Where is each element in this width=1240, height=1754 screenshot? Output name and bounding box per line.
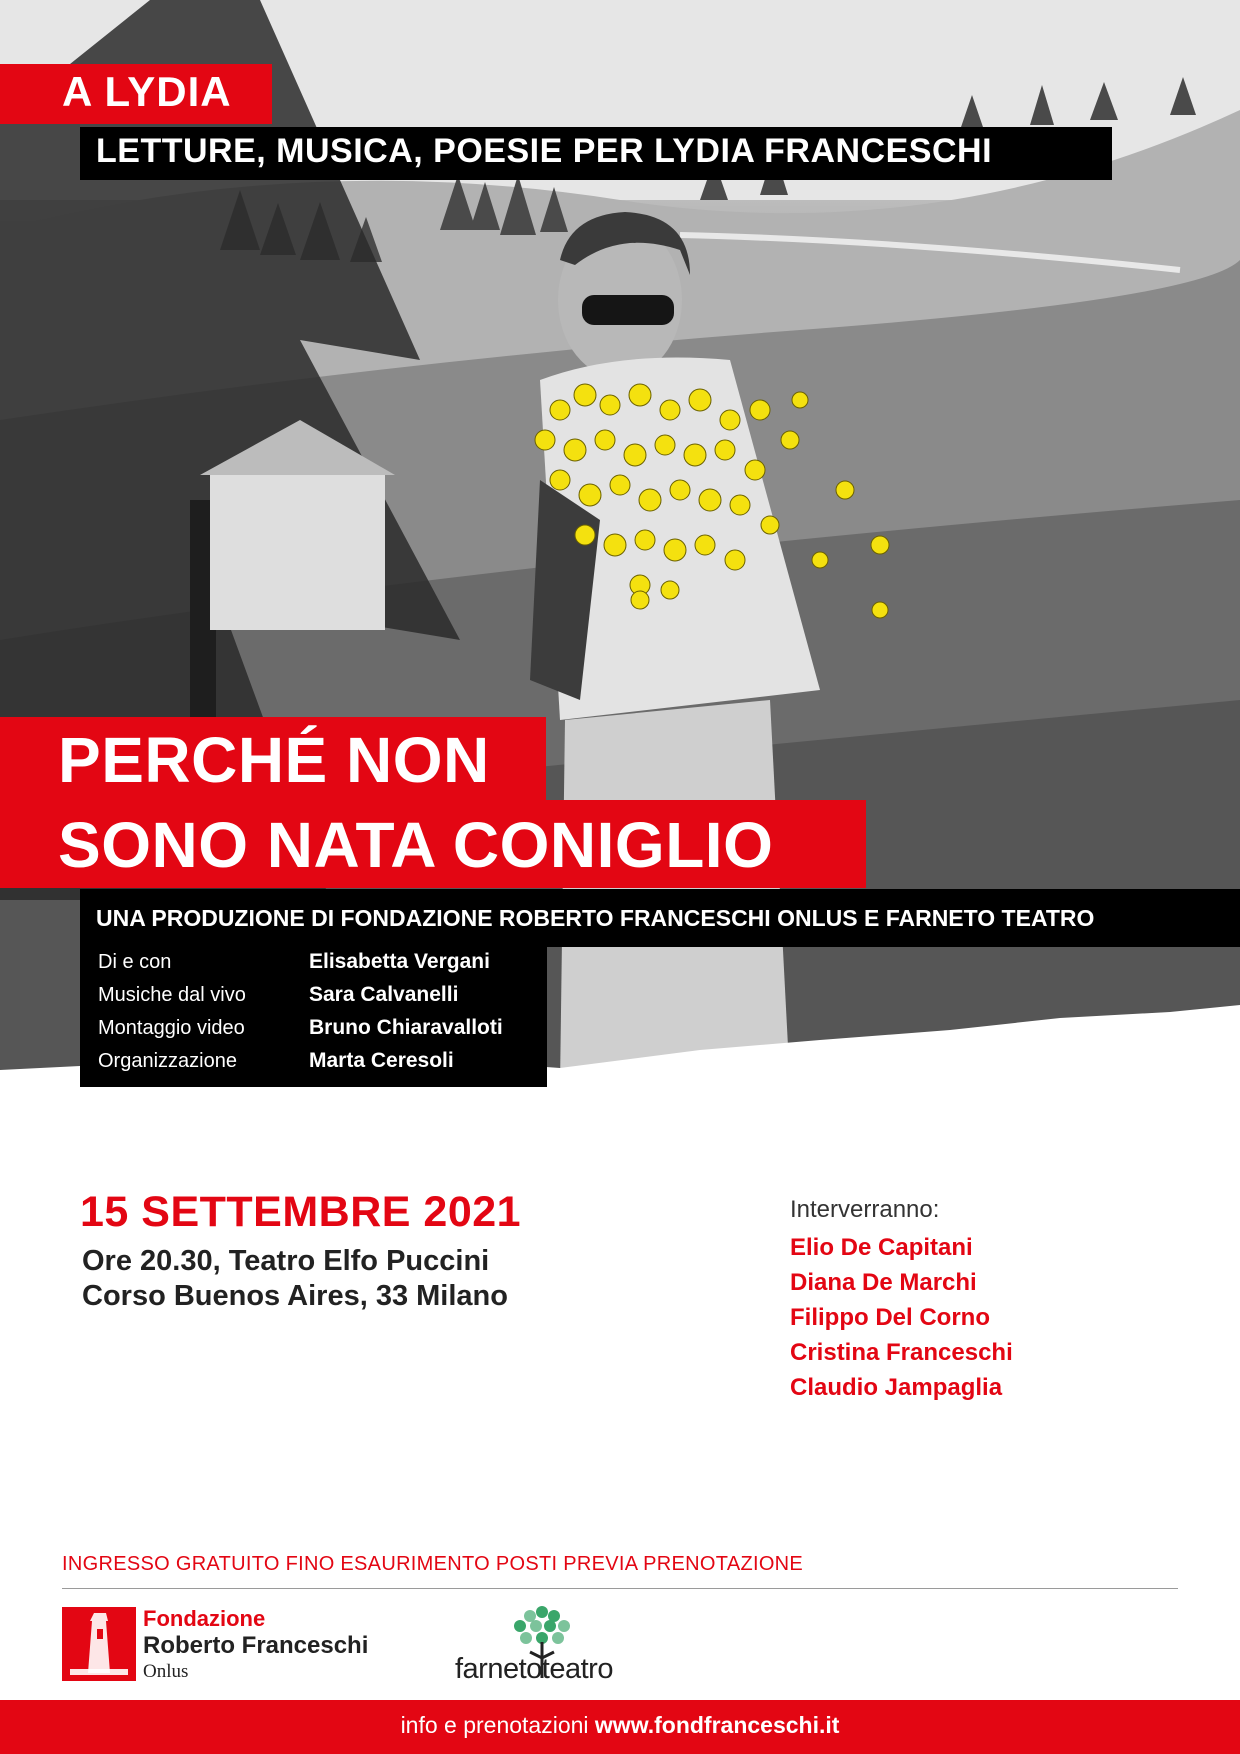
tower-logo-icon xyxy=(62,1607,136,1681)
footer-prefix: info e prenotazioni xyxy=(400,1712,589,1738)
credit-role: Montaggio video xyxy=(98,1017,245,1039)
fondazione-logo-line3: Onlus xyxy=(143,1661,189,1682)
credit-name: Sara Calvanelli xyxy=(309,983,459,1006)
speaker-name: Cristina Franceschi xyxy=(790,1339,1013,1366)
divider xyxy=(62,1588,1178,1589)
farneto-logo-text: farnetoteatro xyxy=(455,1653,613,1685)
speaker-name: Claudio Jampaglia xyxy=(790,1374,1003,1401)
speaker-name: Diana De Marchi xyxy=(790,1269,977,1296)
fondazione-logo-line1: Fondazione xyxy=(143,1606,266,1631)
speakers-heading: Interverranno: xyxy=(790,1196,940,1223)
credit-role: Organizzazione xyxy=(98,1050,237,1072)
speaker-name: Elio De Capitani xyxy=(790,1234,973,1261)
footer-info xyxy=(0,1712,1240,1739)
event-time-venue: Ore 20.30, Teatro Elfo Puccini xyxy=(82,1245,490,1277)
credit-name: Marta Ceresoli xyxy=(309,1049,454,1072)
title-line-2: SONO NATA CONIGLIO xyxy=(58,809,774,881)
entry-note: INGRESSO GRATUITO FINO ESAURIMENTO POSTI PREVIA PRENOTAZIONE xyxy=(62,1553,804,1575)
footer-url[interactable]: www.fondfranceschi.it xyxy=(594,1712,840,1738)
credit-name: Bruno Chiaravalloti xyxy=(309,1016,503,1039)
speaker-name: Filippo Del Corno xyxy=(790,1304,990,1331)
header-subtitle: LETTURE, MUSICA, POESIE PER LYDIA FRANCESCHI xyxy=(96,132,993,170)
credit-role: Di e con xyxy=(98,951,172,973)
event-address: Corso Buenos Aires, 33 Milano xyxy=(82,1280,508,1312)
event-date: 15 SETTEMBRE 2021 xyxy=(80,1188,522,1236)
header-tag: A LYDIA xyxy=(62,68,232,115)
title-line-1: PERCHÉ NON xyxy=(58,724,490,796)
fondazione-logo-line2: Roberto Franceschi xyxy=(143,1632,369,1659)
credit-name: Elisabetta Vergani xyxy=(309,950,490,973)
credit-role: Musiche dal vivo xyxy=(98,984,246,1006)
production-credit: UNA PRODUZIONE DI FONDAZIONE ROBERTO FRANCESCHI ONLUS E FARNETO TEATRO xyxy=(96,905,1095,931)
